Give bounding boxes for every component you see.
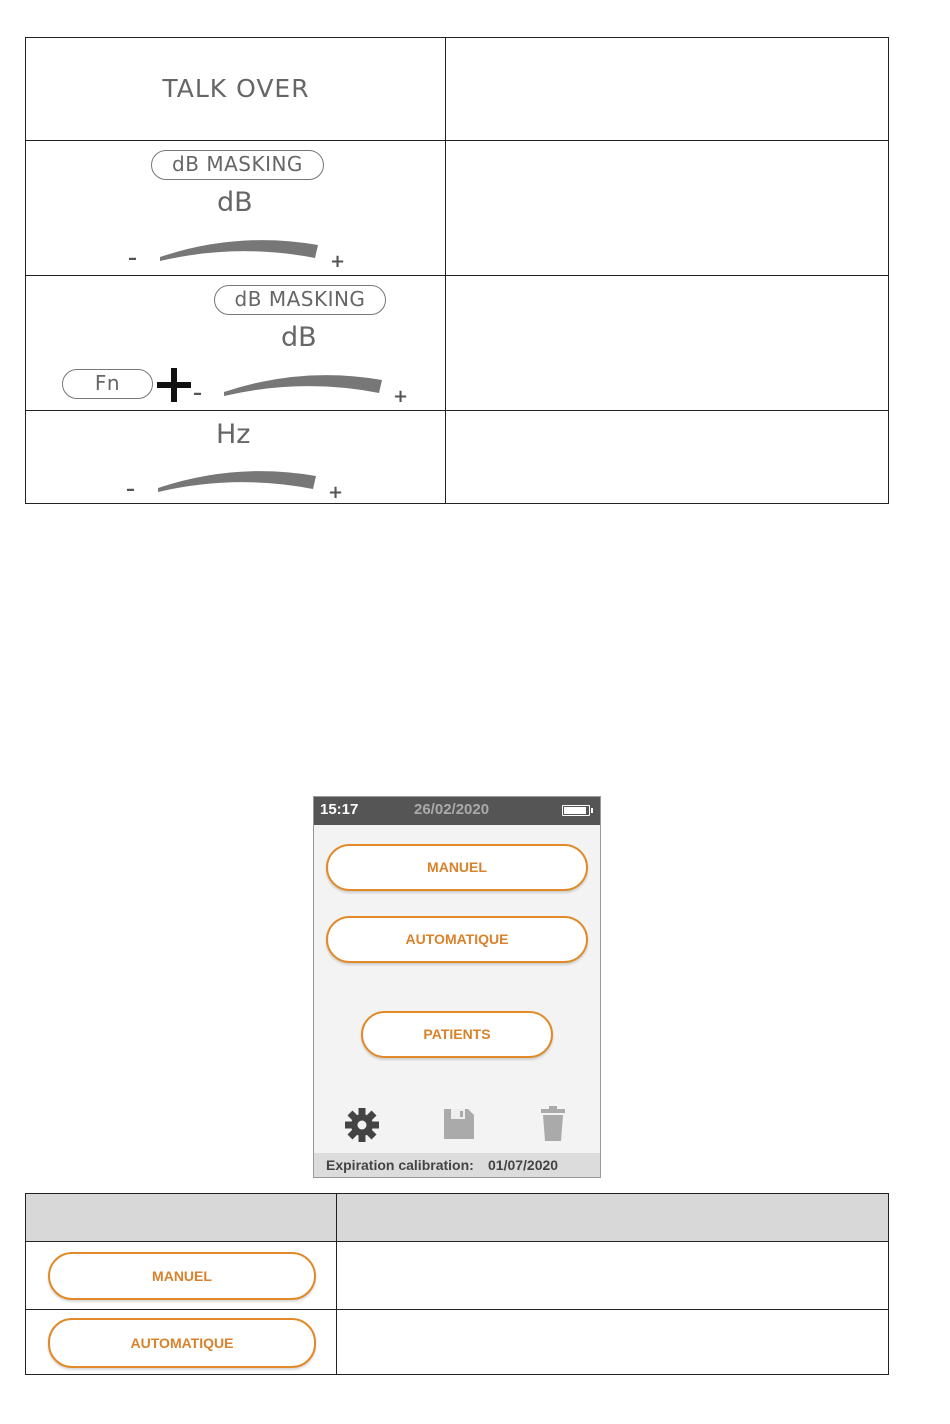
column-divider [336,1194,337,1374]
hz-description [446,411,888,504]
db-masking-description [446,141,888,275]
manuel-button: MANUEL [48,1252,316,1300]
minus-sign: – [126,479,135,500]
manuel-button[interactable]: MANUEL [326,844,588,891]
talk-over-label: TALK OVER [162,74,310,103]
calibration-date: 01/07/2020 [488,1157,559,1173]
plus-sign: + [328,482,344,503]
rotary-dial-arc [156,466,318,498]
battery-icon [562,805,590,816]
modes-table [25,1193,889,1375]
modes-table-header [26,1194,888,1242]
fn-db-masking-description [446,276,888,410]
calibration-label: Expiration calibration: [326,1157,474,1173]
hz-row [26,410,888,504]
minus-sign: – [193,383,202,404]
plus-sign: + [330,251,346,272]
hz-cell [26,411,446,504]
hz-unit-label: Hz [216,419,251,450]
rotary-dial-arc [158,235,320,267]
db-unit-label: dB [281,322,317,353]
db-masking-row [26,140,888,275]
mode-row-automatique [26,1309,888,1375]
talk-over-cell [26,38,446,140]
talk-over-row [26,38,888,140]
status-date: 26/02/2020 [414,801,490,818]
db-unit-label: dB [217,187,253,218]
rotary-dial-arc [222,370,384,402]
controls-table [25,37,889,504]
automatique-button: AUTOMATIQUE [48,1318,316,1368]
gear-icon[interactable] [344,1107,380,1143]
status-time: 15:17 [320,801,359,818]
fn-db-masking-cell [26,276,446,410]
fn-db-masking-row [26,275,888,410]
db-masking-button: dB MASKING [151,150,324,180]
trash-icon[interactable] [540,1106,566,1142]
automatique-button[interactable]: AUTOMATIQUE [326,916,588,963]
db-masking-cell [26,141,446,275]
fn-button: Fn [62,369,153,399]
save-icon[interactable] [442,1107,476,1141]
patients-button[interactable]: PATIENTS [361,1011,553,1058]
device-screen [313,796,601,1178]
calibration-footer [314,1153,600,1177]
plus-sign: + [393,386,409,407]
status-bar [314,797,600,825]
db-masking-button: dB MASKING [214,285,386,315]
minus-sign: – [128,248,137,269]
plus-combination-icon [156,367,192,403]
talk-over-description [446,38,888,140]
mode-row-manuel [26,1242,888,1309]
